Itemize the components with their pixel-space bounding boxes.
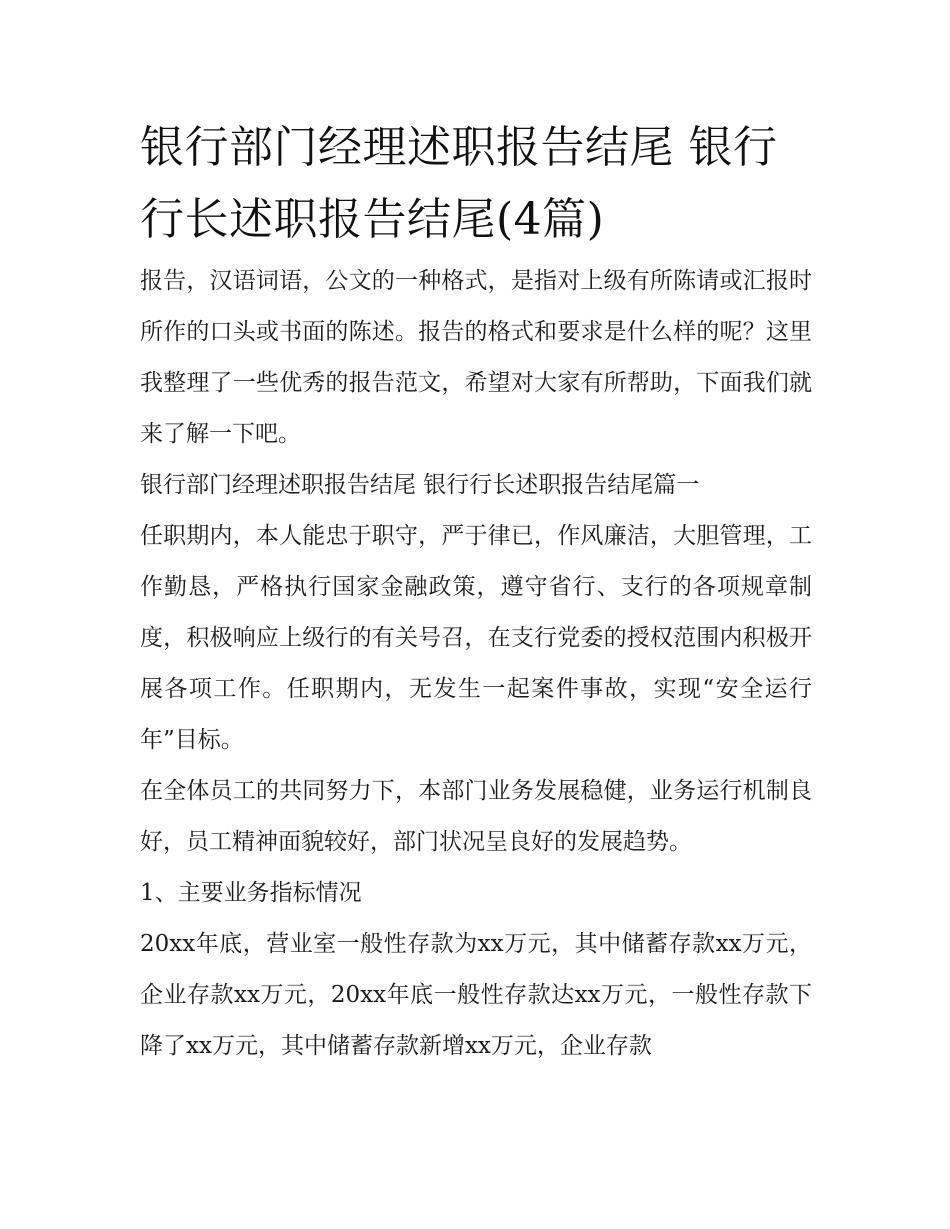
body-paragraph: 任职期内，本人能忠于职守，严于律已，作风廉洁，大胆管理，工作勤恳，严格执行国家金融政策，遵守省行、支行的各项规章制度，积极响应上级行的有关号召，在支行党委的授权范围内积极开展各项工作。任职期内，无发生一起案件事故，实现“安全运行年”目标。 — [140, 523, 812, 753]
document-title: 银行部门经理述职报告结尾 银行行长述职报告结尾(4篇) — [140, 122, 778, 245]
document-body — [140, 112, 812, 1072]
body-paragraph: 在全体员工的共同努力下，本部门业务发展稳健，业务运行机制良好，员工精神面貌较好，部门状况呈良好的发展趋势。 — [140, 778, 812, 855]
subsection-heading: 1、主要业务指标情况 — [140, 880, 362, 906]
section-heading: 银行部门经理述职报告结尾 银行行长述职报告结尾篇一 — [140, 472, 700, 498]
intro-paragraph: 报告，汉语词语，公文的一种格式，是指对上级有所陈请或汇报时所作的口头或书面的陈述。报告的格式和要求是什么样的呢？这里我整理了一些优秀的报告范文，希望对大家有所帮助，下面我们就来了解一下吧。 — [140, 268, 812, 447]
body-paragraph: 20xx年底，营业室一般性存款为xx万元，其中储蓄存款xx万元，企业存款xx万元，20xx年底一般性存款达xx万元，一般性存款下降了xx万元，其中储蓄存款新增xx万元，企业存款 — [140, 931, 813, 1059]
